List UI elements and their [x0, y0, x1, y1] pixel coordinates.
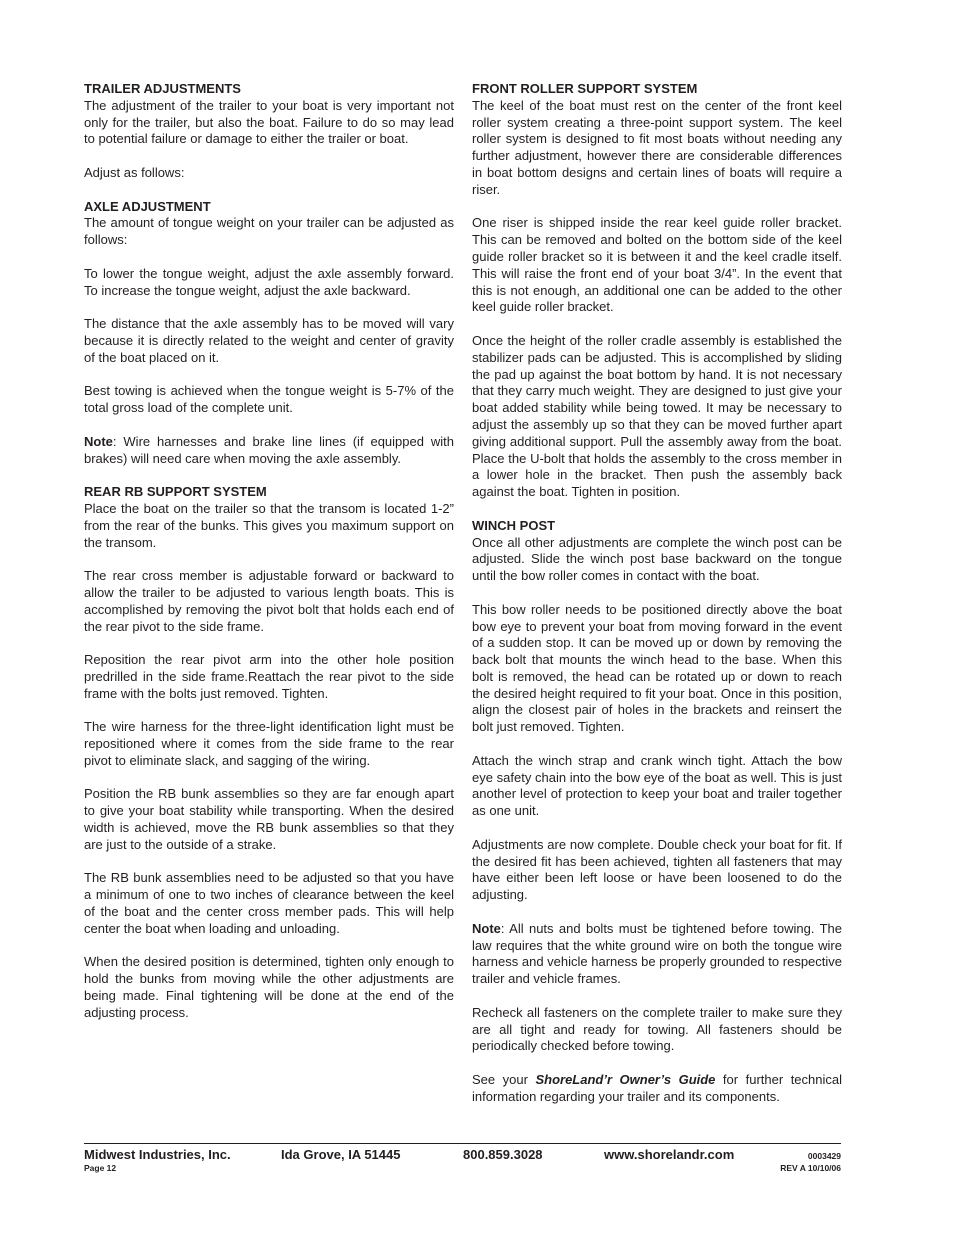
- note-paragraph: [84, 434, 454, 468]
- guide-post-text: for further technical information regarding your trailer and its components.: [472, 1072, 843, 1104]
- footer-page-number: Page 12: [84, 1163, 117, 1173]
- body-paragraph: To lower the tongue weight, adjust the axle assembly forward. To increase the tongue weight, adjust the axle backward.: [84, 265, 454, 298]
- body-paragraph: Best towing is achieved when the tongue weight is 5-7% of the total gross load of the complete unit.: [84, 383, 454, 416]
- body-paragraph: The distance that the axle assembly has to be moved will vary because it is directly related to the weight and center of gravity of the boat placed on it.: [84, 316, 454, 365]
- body-paragraph: Recheck all fasteners on the complete trailer to make sure they are all tight and ready for towing. All fasteners should be periodically checked before towing.: [472, 1004, 842, 1054]
- left-column: [84, 81, 454, 1038]
- body-paragraph: Attach the winch strap and crank winch tight. Attach the bow eye safety chain into the bow eye of the boat as well. This is just another level of protection to keep your boat and trailer together as one unit.: [472, 752, 842, 819]
- body-paragraph: One riser is shipped inside the rear keel guide roller bracket. This can be removed and bolted on the bottom side of the keel guide roller bracket so it is between it and the keel cradle itself. This will raise the front end of your boat 3/4”. In the event that this is not enough, an additional one can be added to the other keel guide roller bracket.: [472, 215, 842, 315]
- footer-company: Midwest Industries, Inc.: [84, 1147, 231, 1162]
- trailer-adjustments-heading: TRAILER ADJUSTMENTS: [84, 81, 241, 96]
- body-paragraph: The RB bunk assemblies need to be adjusted so that you have a minimum of one to two inches of clearance between the keel of the boat and the center cross member pads. This will help center the boat when loading and unloading.: [84, 870, 454, 936]
- body-paragraph: Once the height of the roller cradle assembly is established the stabilizer pads can be adjusted. This is accomplished by sliding the pad up against the boat bottom by hand. It is not necessary that they carry much weight. They are designed to just give your boat added stability while being towed. It may be necessary to adjust the assembly up so that they can be moved further apart giving additional support. Pull the assembly away from the boat. Place the U-bolt that holds the assembly to the cross member in a lower hole in the bracket. Then push the assembly back against the boat. Tighten in position.: [472, 332, 842, 500]
- note-text: : All nuts and bolts must be tightened before towing. The law requires that the white ground wire on both the tongue wire harness and vehicle harness be properly grounded to respective trailer and vehicle frames.: [472, 920, 843, 987]
- body-paragraph: Once all other adjustments are complete the winch post can be adjusted. Slide the winch post base backward on the tongue until the bow roller comes in contact with the boat.: [472, 534, 842, 584]
- body-paragraph: The keel of the boat must rest on the center of the front keel roller system creating a three-point support system. The keel roller system is designed to fit most boats without needing any further adjustment, however there are considerable differences in boat bottom designs and certain lines of boats will require a riser.: [472, 97, 842, 197]
- axle-adjustment-heading: AXLE ADJUSTMENT: [84, 198, 211, 214]
- note-label: Note: [472, 920, 501, 936]
- owners-guide-title: ShoreLand’r Owner’s Guide: [535, 1072, 716, 1088]
- right-column: [472, 81, 842, 1122]
- body-paragraph: Adjust as follows:: [84, 164, 185, 180]
- body-paragraph: The wire harness for the three-light identification light must be repositioned where it comes from the side frame to the rear pivot to eliminate slack, and sagging of the wiring.: [84, 719, 454, 768]
- body-paragraph: Adjustments are now complete. Double check your boat for fit. If the desired fit has been achieved, tighten all fasteners that may have either been left loose or have been loosened to do the adjusting.: [472, 836, 842, 903]
- front-roller-heading: FRONT ROLLER SUPPORT SYSTEM: [472, 81, 698, 96]
- guide-pre-text: See your: [472, 1072, 536, 1088]
- footer-revision: REV A 10/10/06: [780, 1163, 841, 1173]
- body-paragraph: This bow roller needs to be positioned directly above the boat bow eye to prevent your boat from moving forward in the event of a sudden stop. It can be moved up or down by removing the back bolt that mounts the winch head to the base. When this bolt is removed, the head can be rotated up or down to reach the desired height required to fit your boat. Once in this position, align the closest pair of holes in the brackets and reinsert the bolt just removed. Tighten.: [472, 601, 842, 735]
- rear-rb-support-heading: REAR RB SUPPORT SYSTEM: [84, 484, 267, 500]
- body-paragraph: Place the boat on the trailer so that the transom is located 1-2” from the rear of the bunks. This gives you maximum support on the transom.: [84, 500, 454, 550]
- body-paragraph: Reposition the rear pivot arm into the other hole position predrilled in the side frame.Reattach the rear pivot to the side frame with the bolts just removed. Tighten.: [84, 652, 454, 701]
- footer-divider: [84, 1143, 841, 1144]
- body-paragraph: The adjustment of the trailer to your boat is very important not only for the trailer, but also the boat. Failure to do so may lead to potential failure or damage to either the trailer or boat.: [84, 97, 454, 147]
- body-paragraph: The rear cross member is adjustable forward or backward to allow the trailer to be adjusted to various length boats. This is accomplished by removing the pivot bolt that holds each end of the rear pivot to the side frame.: [84, 568, 454, 634]
- body-paragraph: Position the RB bunk assemblies so they are far enough apart to give your boat stability while transporting. When the desired width is achieved, move the RB bunk assemblies so that they are just to the outside of a strake.: [84, 786, 454, 852]
- note-text: : Wire harnesses and brake line lines (if equipped with brakes) will need care when moving the axle assembly.: [84, 433, 454, 466]
- footer-phone: 800.859.3028: [463, 1147, 543, 1162]
- footer-website: www.shorelandr.com: [604, 1147, 735, 1162]
- body-paragraph: When the desired position is determined, tighten only enough to hold the bunks from moving while the other adjustments are being made. Final tightening will be done at the end of the adjusting process.: [84, 954, 454, 1020]
- note-label: Note: [84, 433, 113, 449]
- owners-guide-paragraph: [472, 1072, 842, 1106]
- winch-post-heading: WINCH POST: [472, 517, 556, 533]
- note-paragraph: [472, 921, 842, 988]
- body-paragraph: The amount of tongue weight on your trailer can be adjusted as follows:: [84, 215, 454, 248]
- footer-location: Ida Grove, IA 51445: [281, 1147, 401, 1162]
- footer-doc-number: 0003429: [807, 1151, 841, 1161]
